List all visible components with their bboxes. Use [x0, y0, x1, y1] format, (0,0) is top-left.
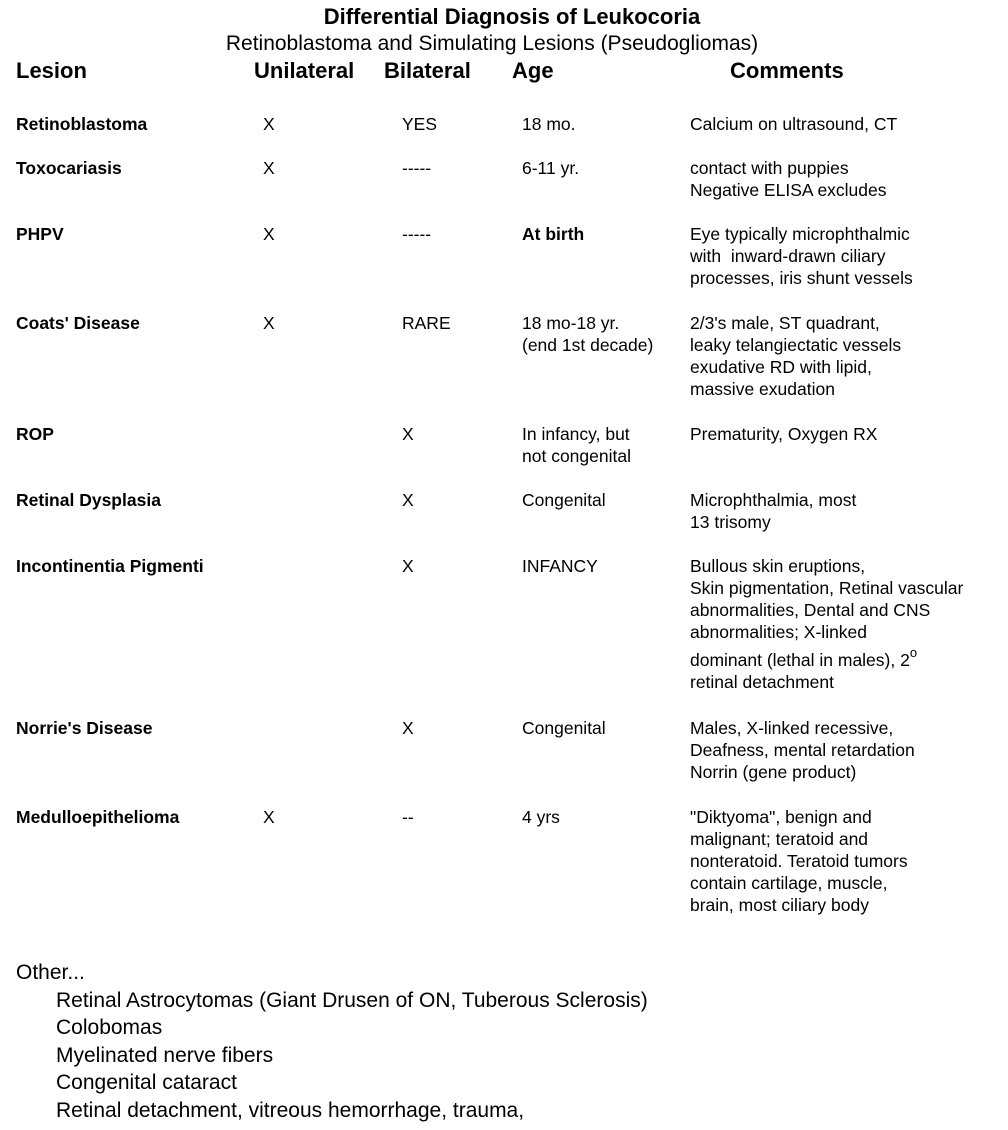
header-unilateral: Unilateral [254, 58, 355, 83]
comment-line: Bullous skin eruptions, [690, 556, 866, 576]
age-cell [522, 555, 598, 577]
age-line: (end 1st decade) [522, 335, 654, 355]
comment-line: malignant; teratoid and [690, 829, 869, 849]
bilateral-cell: ----- [402, 158, 432, 178]
lesion-cell: Toxocariasis [16, 158, 122, 178]
comment-line: Skin pigmentation, Retinal vascular [690, 578, 964, 598]
age-cell [522, 312, 653, 356]
age-cell [522, 157, 579, 179]
age-line: Congenital [522, 718, 606, 738]
lesion-cell: Norrie's Disease [16, 718, 153, 738]
comment-line: 13 trisomy [690, 512, 771, 532]
bilateral-cell: ----- [402, 224, 432, 244]
age-cell [522, 423, 631, 467]
comment-line: leaky telangiectatic vessels [690, 335, 902, 355]
header-comments: Comments [730, 58, 844, 83]
age-cell [522, 489, 606, 511]
bilateral-cell: RARE [402, 313, 451, 333]
age-line: 6-11 yr. [522, 158, 580, 178]
comments-cell [690, 806, 908, 916]
comment-line: Eye typically microphthalmic [690, 224, 910, 244]
lesion-cell: ROP [16, 424, 54, 444]
comment-line: "Diktyoma", benign and [690, 807, 872, 827]
comments-cell [690, 113, 897, 135]
comment-line: Calcium on ultrasound, CT [690, 114, 898, 134]
comment-line: abnormalities; X-linked [690, 622, 868, 642]
comment-line: abnormalities, Dental and CNS [690, 600, 931, 620]
degree-superscript: o [909, 645, 918, 661]
comments-cell [690, 312, 901, 400]
comment-text: dominant (lethal in males), 2 [690, 650, 910, 670]
lesion-cell: Retinoblastoma [16, 114, 148, 134]
comment-line: massive exudation [690, 379, 835, 399]
list-item: Retinal detachment, vitreous hemorrhage, trauma, [56, 1098, 525, 1122]
age-line: 18 mo-18 yr. [522, 313, 620, 333]
page-title: Differential Diagnosis of Leukocoria [323, 4, 701, 29]
page-subtitle: Retinoblastoma and Simulating Lesions (Pseudogliomas) [225, 32, 759, 55]
comment-line: Deafness, mental retardation [690, 740, 915, 760]
comments-cell [690, 223, 913, 289]
comment-line [690, 645, 963, 671]
unilateral-cell: X [263, 313, 275, 333]
comment-line: contain cartilage, muscle, [690, 873, 888, 893]
age-line: In infancy, but [522, 424, 630, 444]
bilateral-cell: X [402, 556, 414, 576]
comments-cell [690, 489, 856, 533]
comment-line: exudative RD with lipid, [690, 357, 872, 377]
age-line: Congenital [522, 490, 606, 510]
age-cell [522, 223, 584, 245]
age-cell [522, 113, 576, 135]
unilateral-cell: X [263, 224, 275, 244]
lesion-cell: Medulloepithelioma [16, 807, 180, 827]
lesion-cell: Coats' Disease [16, 313, 140, 333]
list-item: Congenital cataract [56, 1071, 237, 1094]
bilateral-cell: X [402, 490, 414, 510]
comment-line: processes, iris shunt vessels [690, 268, 913, 288]
lesion-cell: PHPV [16, 224, 64, 244]
age-line: 4 yrs [522, 807, 560, 827]
other-heading: Other... [16, 961, 85, 984]
comment-line: contact with puppies [690, 158, 849, 178]
age-line: not congenital [522, 446, 631, 466]
age-line: 18 mo. [522, 114, 576, 134]
comments-cell [690, 717, 915, 783]
header-bilateral: Bilateral [384, 58, 471, 83]
unilateral-cell: X [263, 158, 275, 178]
comment-line: Prematurity, Oxygen RX [690, 424, 878, 444]
comment-line: Negative ELISA excludes [690, 180, 887, 200]
list-item: Retinal Astrocytomas (Giant Drusen of ON, Tuberous Sclerosis) [56, 988, 648, 1012]
unilateral-cell: X [263, 114, 275, 134]
age-line: INFANCY [522, 556, 598, 576]
bilateral-cell: -- [402, 807, 414, 827]
comment-line: retinal detachment [690, 672, 834, 692]
comments-cell [690, 423, 877, 445]
list-item: Myelinated nerve fibers [56, 1043, 274, 1067]
other-section [16, 959, 648, 1124]
comment-line: nonteratoid. Teratoid tumors [690, 851, 908, 871]
header-age: Age [512, 58, 554, 83]
comments-cell [690, 157, 887, 201]
comments-cell [690, 555, 963, 693]
age-cell [522, 806, 560, 828]
comment-line: Microphthalmia, most [690, 490, 857, 510]
lesion-cell: Retinal Dysplasia [16, 490, 161, 510]
bilateral-cell: X [402, 718, 414, 738]
bilateral-cell: YES [402, 114, 438, 134]
age-cell [522, 717, 606, 739]
comment-line: Norrin (gene product) [690, 762, 857, 782]
bilateral-cell: X [402, 424, 414, 444]
comment-line: brain, most ciliary body [690, 895, 869, 915]
comment-line: with inward-drawn ciliary [690, 246, 886, 266]
header-lesion: Lesion [16, 58, 87, 83]
list-item: Colobomas [56, 1016, 163, 1039]
comment-line: Males, X-linked recessive, [690, 718, 894, 738]
unilateral-cell: X [263, 807, 275, 827]
comment-line: 2/3's male, ST quadrant, [690, 313, 880, 333]
age-line: At birth [522, 224, 585, 244]
lesion-cell: Incontinentia Pigmenti [16, 556, 204, 576]
